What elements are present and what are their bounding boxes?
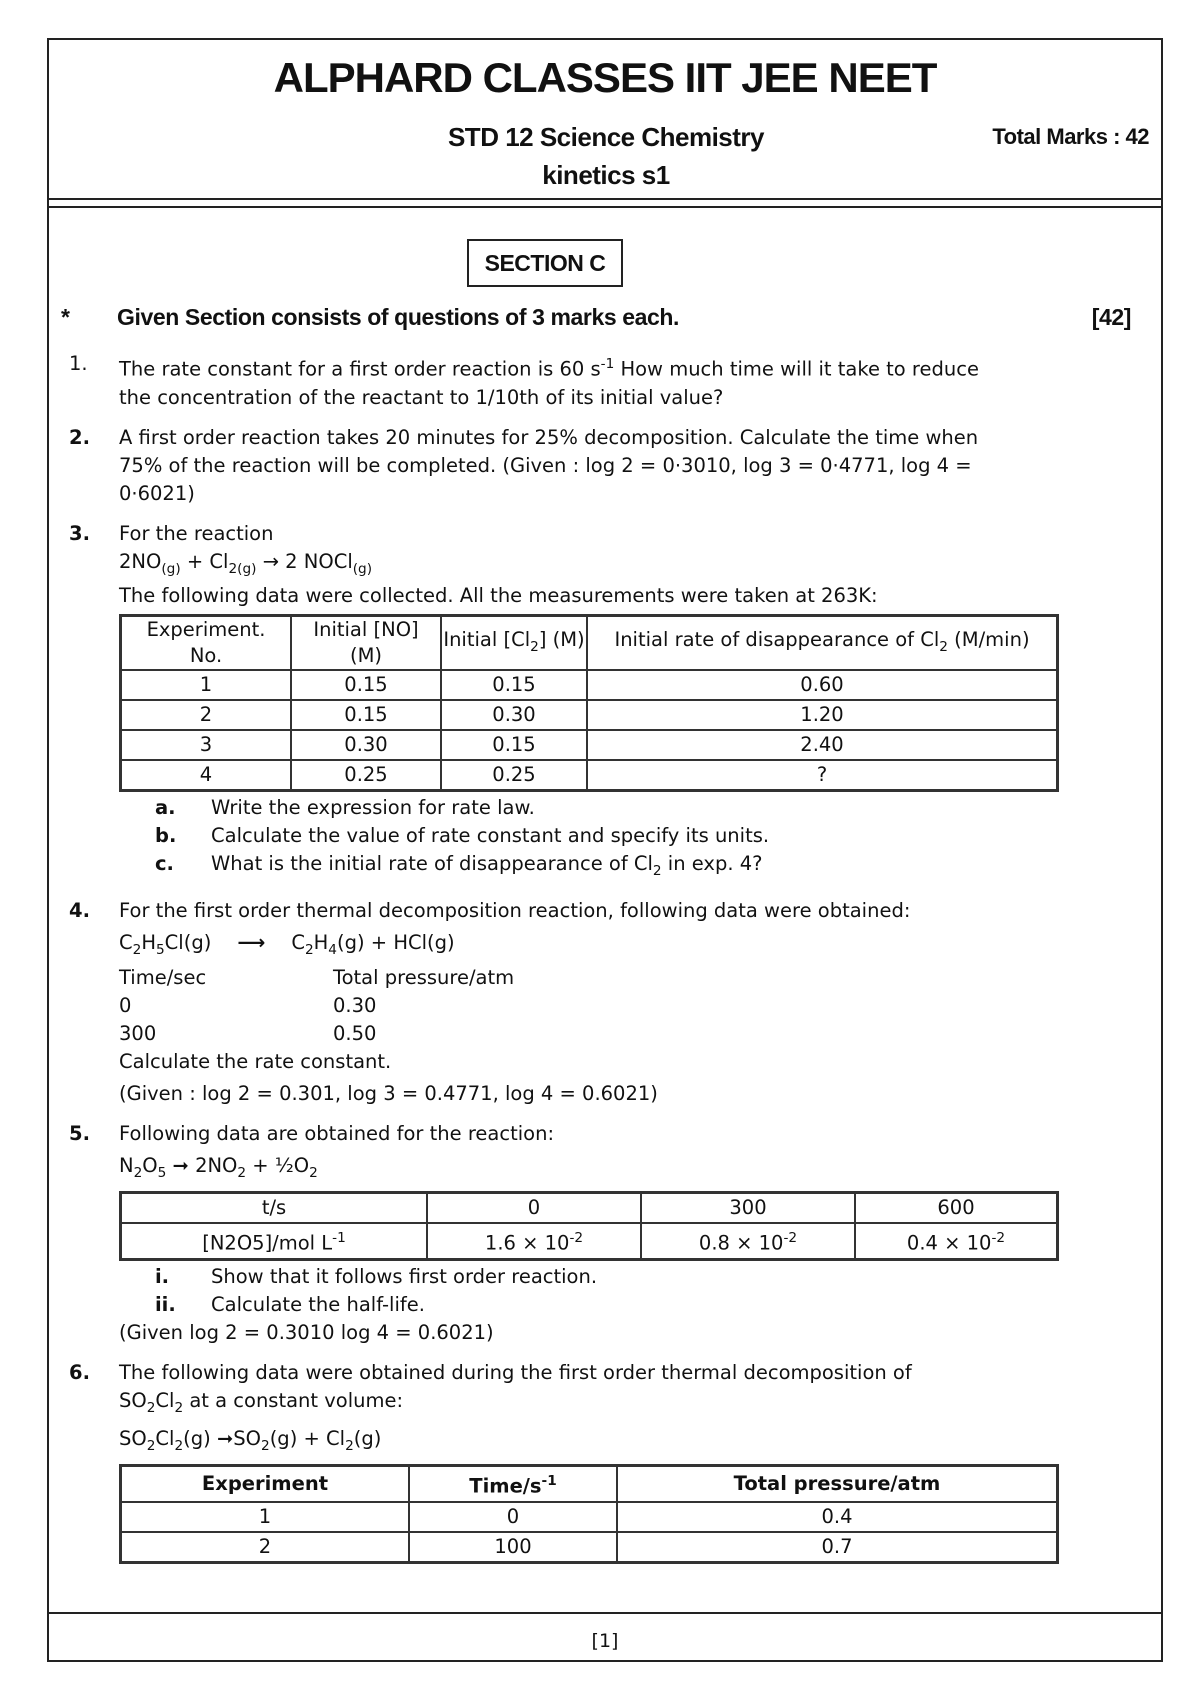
- reaction-equation: $2NO_{(g)} + Cl_{2(g)} \to 2$ NOCl$_{(g)}$: [119, 549, 373, 577]
- pressure-table: [119, 1464, 1059, 1564]
- subquestion-b: b. Calculate the value of rate constant and specify its units.: [155, 824, 770, 848]
- reaction-equation: $SO_2Cl_2(g)$ $➞SO_2(g) + Cl_2(g)$: [119, 1427, 382, 1455]
- header-divider: [49, 198, 1161, 200]
- section-label: SECTION C: [467, 239, 623, 287]
- footer-divider: [49, 1612, 1161, 1614]
- table-header: Initial $[Cl_2]$ (M): [441, 616, 587, 671]
- text: A first order reaction takes 20 minutes for 25% decomposition. Calculate the time when: [119, 425, 979, 449]
- question-5: [49, 1120, 1161, 1346]
- text: $SO_2Cl_2$ at a constant volume:: [119, 1388, 404, 1416]
- text: The following data were collected. All the measurements were taken at 263K:: [119, 584, 878, 608]
- subquestion-i: i. Show that it follows first order reaction.: [155, 1264, 598, 1288]
- text: (Given log 2 = 0.3010 log 4 = 0.6021): [119, 1320, 494, 1344]
- question-2: [49, 424, 1161, 508]
- data-row: 0 0.30: [119, 994, 377, 1018]
- text: 0·6021): [119, 481, 195, 505]
- concentration-table: [119, 1191, 1059, 1261]
- subquestion-ii: ii. Calculate the half-life.: [155, 1292, 425, 1316]
- topic-line: kinetics s1: [542, 160, 670, 190]
- table-row: 1 0.15 0.15 0.60: [121, 670, 1058, 700]
- bullet-star: *: [61, 304, 70, 330]
- subject-line: STD 12 Science Chemistry: [447, 122, 765, 152]
- table-header-row: [121, 616, 1058, 671]
- reaction-equation: $C_2H_5Cl(g)$ ⟶ $C_2H_4(g) + HCl(g)$: [119, 931, 455, 959]
- header: [49, 40, 1161, 200]
- text: the concentration of the reactant to 1/10th of its initial value?: [119, 385, 724, 409]
- questions: [49, 350, 1161, 1576]
- table-row: 2 0.15 0.30 1.20: [121, 700, 1058, 730]
- section-instruction: [61, 304, 1131, 338]
- question-number: 1.: [69, 352, 88, 375]
- data-row: 300 0.50: [119, 1022, 377, 1046]
- table-row: 2 100 0.7: [121, 1532, 1058, 1563]
- text: Calculate the rate constant.: [119, 1050, 392, 1074]
- table-header: Initial rate of disappearance of $Cl_2$ (M/min): [587, 616, 1058, 671]
- question-number: 5.: [69, 1122, 90, 1146]
- table-header-row: t/s 0 300 600: [121, 1193, 1058, 1224]
- text: For the reaction: [119, 521, 274, 545]
- question-4: [49, 897, 1161, 1108]
- text: 75% of the reaction will be completed. (Given : log 2 = 0·3010, log 3 = 0·4771, log 4 =: [119, 453, 972, 477]
- text: The following data were obtained during the first order thermal decomposition of: [119, 1360, 912, 1384]
- text: Following data are obtained for the reaction:: [119, 1122, 555, 1146]
- text: How much time will it take to reduce: [614, 357, 979, 381]
- section-marks: [42]: [1091, 304, 1131, 330]
- subquestion-c: c. What is the initial rate of disappearance of $Cl_2$ in exp. 4?: [155, 852, 763, 880]
- table-row: [N2O5]/mol $L^{-1}$ $1.6 \times 10^{-2}$ $0.8 \times 10^{-2}$ $0.4 \times 10^{-2}$: [121, 1223, 1058, 1259]
- page-title: ALPHARD CLASSES IIT JEE NEET: [273, 54, 937, 101]
- question-number: 2.: [69, 425, 90, 449]
- table-header: Initial [NO] (M): [291, 616, 441, 671]
- question-number: 6.: [69, 1360, 90, 1384]
- total-marks: Total Marks : 42: [992, 124, 1149, 149]
- table-row: 1 0 0.4: [121, 1502, 1058, 1532]
- table-header-row: Experiment Time/$s^{-1}$ Total pressure/atm: [121, 1466, 1058, 1502]
- table-row: 4 0.25 0.25 ?: [121, 760, 1058, 791]
- question-number: 3.: [69, 521, 90, 545]
- table-header: Experiment. No.: [121, 616, 292, 671]
- question-6: [49, 1359, 1161, 1564]
- data-row: Time/sec Total pressure/atm: [119, 966, 515, 990]
- page-number: [1]: [591, 1630, 619, 1652]
- question-number: 4.: [69, 899, 90, 923]
- table-row: 3 0.30 0.15 2.40: [121, 730, 1058, 760]
- text: For the first order thermal decomposition reaction, following data were obtained:: [119, 899, 911, 923]
- reaction-equation: $N_2O_5$ ➞ $2NO_2$ + $\frac{1}{2}O_2$: [119, 1154, 318, 1182]
- superscript: -1: [600, 356, 615, 372]
- text: The rate constant for a first order reaction is 60 s: [119, 357, 601, 381]
- text: (Given : log 2 = 0.301, log 3 = 0.4771, log 4 = 0.6021): [119, 1082, 658, 1106]
- rate-data-table: [119, 614, 1059, 792]
- instruction-text: Given Section consists of questions of 3 marks each.: [117, 304, 680, 330]
- question-3: [49, 520, 1161, 886]
- header-divider-second: [49, 206, 1161, 208]
- question-1: [49, 350, 1161, 412]
- reaction-arrow-icon: ⟶: [237, 931, 266, 955]
- subquestion-a: a. Write the expression for rate law.: [155, 796, 535, 820]
- exam-page: [47, 38, 1163, 1662]
